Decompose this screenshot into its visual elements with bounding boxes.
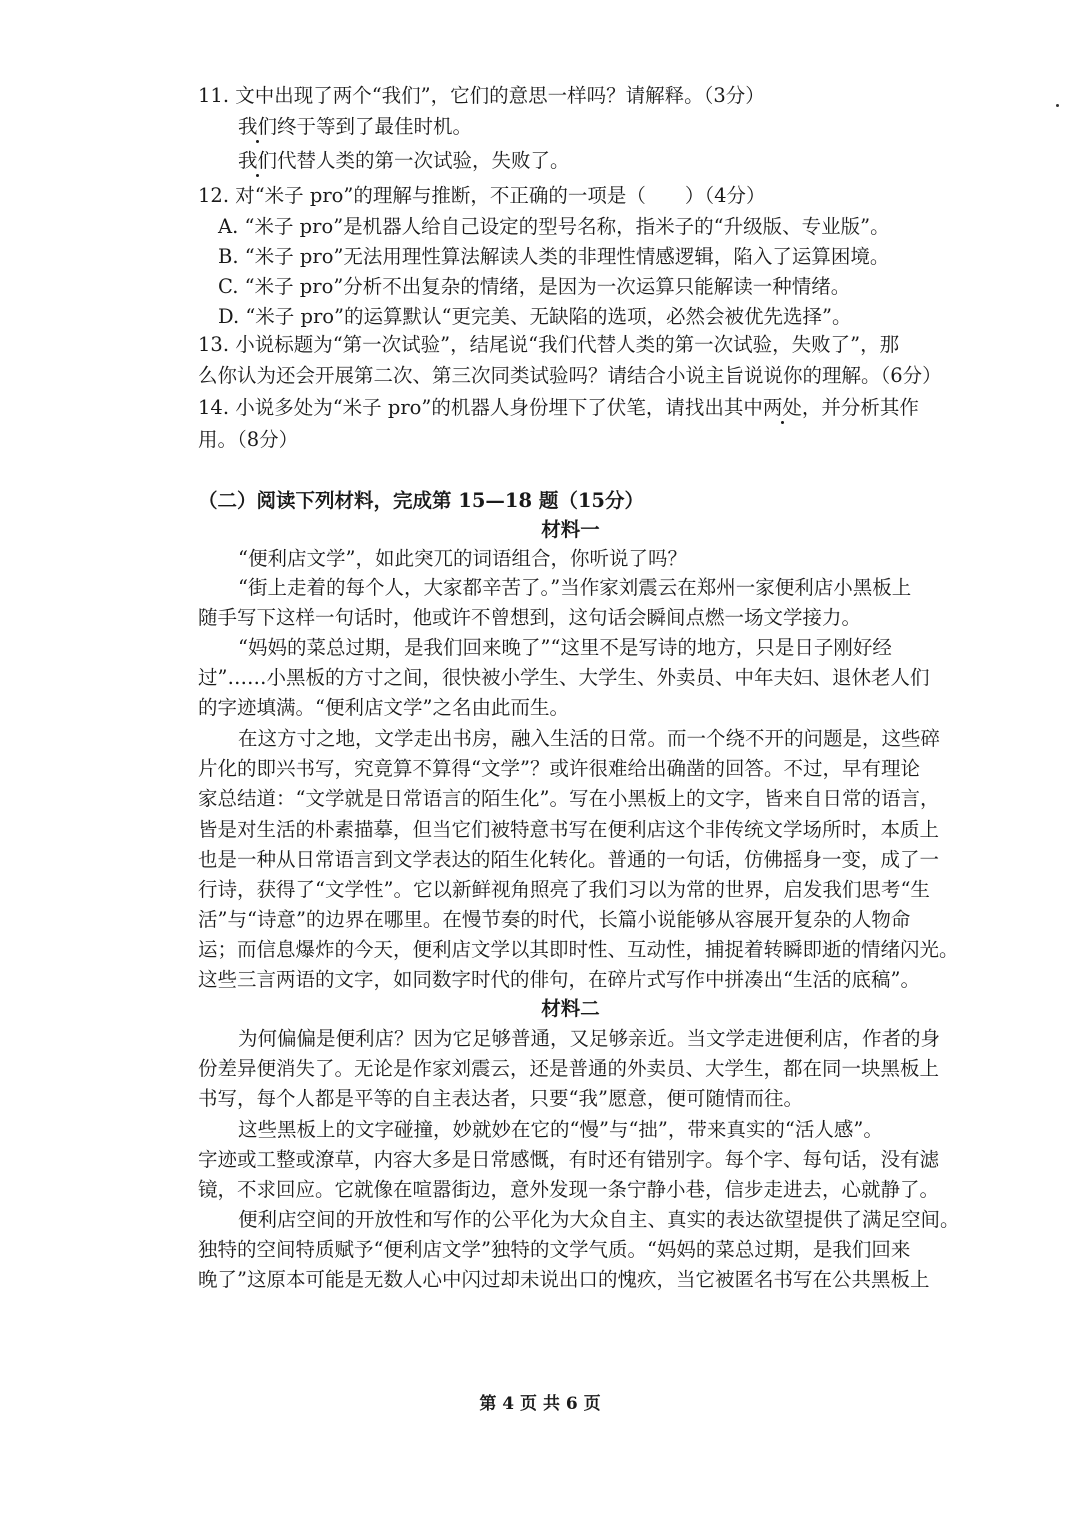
m2-line: 晚了”这原本可能是无数人心中闪过却未说出口的愧疚，当它被匿名书写在公共黑板上 [198, 1268, 930, 1291]
m2-line: 为何偏偏是便利店？因为它足够普通，又足够亲近。当文学走进便利店，作者的身 [238, 1027, 941, 1050]
m1-line: “街上走着的每个人，大家都辛苦了。”当作家刘震云在郑州一家便利店小黑板上 [238, 576, 912, 599]
m1-line: 过”……小黑板的方寸之间，很快被小学生、大学生、外卖员、中年夫妇、退休老人们 [198, 666, 930, 689]
m1-line: 的字迹填满。“便利店文学”之名由此而生。 [198, 696, 569, 719]
m2-line: 镜，不求回应。它就像在喧嚣街边，意外发现一条宁静小巷，信步走进去，心就静了。 [198, 1178, 940, 1201]
scan-speck [1056, 104, 1059, 107]
q14-mark: 两处 [762, 396, 802, 419]
q13-line-2: 么你认为还会开展第二次、第三次同类试验吗？请结合小说主旨说说你的理解。（6分） [198, 364, 942, 387]
q11-s1-mark: 我们 [238, 115, 278, 138]
q12-option-d: D. “米子 pro”的运算默认“更完美、无缺陷的选项，必然会被优先选择”。 [218, 305, 852, 328]
m1-line: 运；而信息爆炸的今天，便利店文学以其即时性、互动性，捕捉着转瞬即逝的情绪闪光。 [198, 938, 959, 961]
m1-line: “便利店文学”，如此突兀的词语组合，你听说了吗？ [238, 547, 687, 570]
q14-text-b: ，并分析其作 [801, 396, 919, 419]
m2-line: 这些黑板上的文字碰撞，妙就妙在它的“慢”与“拙”，带来真实的“活人感”。 [238, 1118, 883, 1141]
m1-line: “妈妈的菜总过期，是我们回来晚了”“这里不是写诗的地方，只是日子刚好经 [238, 636, 892, 659]
m1-line: 也是一种从日常语言到文学表达的陌生化转化。普通的一句话，仿佛摇身一变，成了一 [198, 848, 940, 871]
m2-line: 独特的空间特质赋予“便利店文学”独特的文学气质。“妈妈的菜总过期，是我们回来 [198, 1238, 911, 1261]
q11-stem: 11. 文中出现了两个“我们”，它们的意思一样吗？请解释。（3分） [198, 84, 765, 107]
q11-s2-rest: 代替人类的第一次试验，失败了。 [277, 149, 570, 172]
q14-text-a: 14. 小说多处为“米子 pro”的机器人身份埋下了伏笔，请找出其中 [198, 396, 763, 419]
m2-line: 份差异便消失了。无论是作家刘震云，还是普通的外卖员、大学生，都在同一块黑板上 [198, 1057, 940, 1080]
q13-line-1: 13. 小说标题为“第一次试验”，结尾说“我们代替人类的第一次试验，失败了”，那 [198, 333, 900, 356]
m2-line: 便利店空间的开放性和写作的公平化为大众自主、真实的表达欲望提供了满足空间。 [238, 1208, 960, 1231]
m2-line: 字迹或工整或潦草，内容大多是日常感慨，有时还有错别字。每个字、每句话，没有滤 [198, 1148, 940, 1171]
m1-line: 行诗，获得了“文学性”。它以新鲜视角照亮了我们习以为常的世界，启发我们思考“生 [198, 878, 930, 901]
q12-option-b: B. “米子 pro”无法用理性算法解读人类的非理性情感逻辑，陷入了运算困境。 [218, 245, 890, 268]
section2-heading: （二）阅读下列材料，完成第 15—18 题（15分） [198, 489, 644, 512]
q14-line-1 [198, 393, 943, 423]
m1-line: 随手写下这样一句话时，他或许不曾想到，这句话会瞬间点燃一场文学接力。 [198, 606, 862, 629]
material2-title: 材料二 [541, 997, 600, 1020]
q11-sentence-1 [238, 112, 938, 142]
page-footer: 第 4 页 共 6 页 [479, 1394, 601, 1414]
q11-sentence-2 [238, 146, 938, 176]
q12-stem: 12. 对“米子 pro”的理解与推断，不正确的一项是（ ）（4分） [198, 184, 766, 207]
q11-s2-mark: 我们 [238, 149, 278, 172]
m1-line: 片化的即兴书写，究竟算不算得“文学”？或许很难给出确凿的回答。不过，早有理论 [198, 757, 920, 780]
material1-title: 材料一 [541, 518, 600, 541]
m1-line: 在这方寸之地，文学走出书房，融入生活的日常。而一个绕不开的问题是，这些碎 [238, 727, 941, 750]
m1-line: 家总结道：“文学就是日常语言的陌生化”。写在小黑板上的文字，皆来自日常的语言， [198, 787, 940, 810]
m1-line: 活”与“诗意”的边界在哪里。在慢节奏的时代，长篇小说能够从容展开复杂的人物命 [198, 908, 911, 931]
m1-line: 皆是对生活的朴素描摹，但当它们被特意书写在便利店这个非传统文学场所时，本质上 [198, 818, 940, 841]
m1-line: 这些三言两语的文字，如同数字时代的俳句，在碎片式写作中拼凑出“生活的底稿”。 [198, 968, 920, 991]
q12-option-a: A. “米子 pro”是机器人给自己设定的型号名称，指米子的“升级版、专业版”。 [218, 215, 890, 238]
q12-option-c: C. “米子 pro”分析不出复杂的情绪，是因为一次运算只能解读一种情绪。 [218, 275, 851, 298]
m2-line: 书写，每个人都是平等的自主表达者，只要“我”愿意，便可随情而往。 [198, 1087, 803, 1110]
q11-s1-rest: 终于等到了最佳时机。 [277, 115, 473, 138]
q14-line-2: 用。（8分） [198, 428, 299, 451]
